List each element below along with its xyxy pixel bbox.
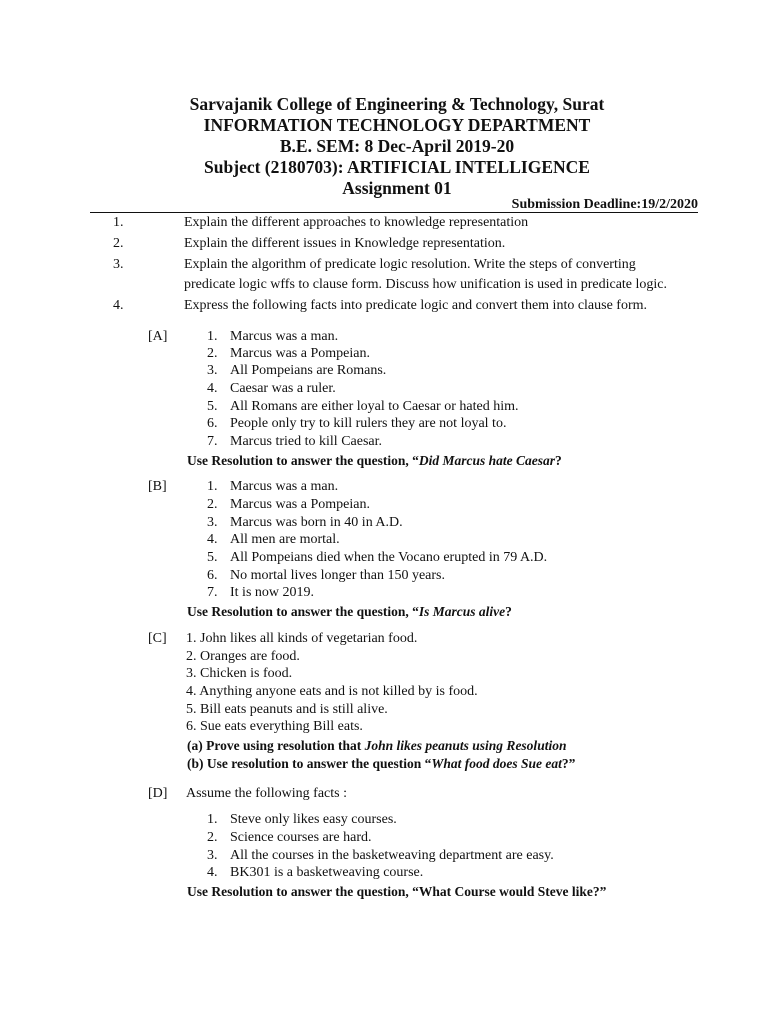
- question-emphasis: What food does Sue eat: [431, 756, 562, 771]
- item-number: 5.: [207, 399, 218, 414]
- question-prefix: Use Resolution to answer the question, “: [187, 604, 419, 619]
- section-intro: Assume the following facts :: [186, 786, 347, 801]
- section-label-b: [B]: [148, 479, 167, 494]
- item-number: 1.: [207, 329, 218, 344]
- item-text: Marcus tried to kill Caesar.: [230, 434, 383, 449]
- item-text: People only try to kill rulers they are not loyal to.: [230, 416, 507, 431]
- item-text: It is now 2019.: [230, 585, 314, 600]
- question-number: 2.: [113, 236, 124, 251]
- item-number: 4.: [207, 532, 218, 547]
- department-name: INFORMATION TECHNOLOGY DEPARTMENT: [203, 115, 591, 135]
- college-name: Sarvajanik College of Engineering & Technology, Surat: [189, 94, 605, 114]
- item-number: 2.: [207, 346, 218, 361]
- semester-info: B.E. SEM: 8 Dec-April 2019-20: [279, 136, 515, 156]
- list-item: 2. Oranges are food.: [186, 649, 300, 664]
- question-emphasis: Did Marcus hate Caesar: [418, 453, 556, 468]
- question-emphasis: John likes peanuts using Resolution: [364, 738, 567, 753]
- resolution-question-a: [187, 453, 562, 469]
- question-text-continued: predicate logic wffs to clause form. Discuss how unification is used in predicate logic.: [184, 277, 667, 292]
- submission-deadline: Submission Deadline:19/2/2020: [511, 197, 698, 212]
- list-item: 6. Sue eats everything Bill eats.: [186, 719, 363, 734]
- question-suffix: ?: [505, 604, 512, 619]
- question-prefix: (a) Prove using resolution that: [187, 738, 365, 753]
- question-number: 1.: [113, 215, 124, 230]
- item-text: All Romans are either loyal to Caesar or hated him.: [230, 399, 519, 414]
- question-prefix: (b) Use resolution to answer the question “: [187, 756, 432, 771]
- assignment-title: Assignment 01: [342, 178, 452, 198]
- item-text: Marcus was a Pompeian.: [230, 346, 370, 361]
- question-suffix: ?”: [561, 756, 576, 771]
- question-emphasis: Is Marcus alive: [418, 604, 506, 619]
- list-item: 5. Bill eats peanuts and is still alive.: [186, 702, 388, 717]
- item-text: All Pompeians died when the Vocano erupted in 79 A.D.: [230, 550, 548, 565]
- question-number: 3.: [113, 257, 124, 272]
- item-text: No mortal lives longer than 150 years.: [230, 568, 446, 583]
- question-prefix: Use Resolution to answer the question, “: [187, 453, 419, 468]
- question-text: Explain the different issues in Knowledge representation.: [184, 236, 506, 251]
- question-suffix: ?: [555, 453, 562, 468]
- item-text: Marcus was a man.: [230, 329, 339, 344]
- item-number: 4.: [207, 865, 218, 880]
- item-text: All the courses in the basketweaving department are easy.: [230, 848, 554, 863]
- resolution-question-b: [187, 604, 512, 620]
- item-number: 3.: [207, 848, 218, 863]
- subject-title: Subject (2180703): ARTIFICIAL INTELLIGENCE: [204, 157, 590, 177]
- item-number: 3.: [207, 515, 218, 530]
- question-number: 4.: [113, 298, 124, 313]
- item-text: All men are mortal.: [230, 532, 340, 547]
- item-number: 7.: [207, 585, 218, 600]
- resolution-question-c-a: [187, 738, 566, 754]
- section-label-c: [C]: [148, 631, 167, 646]
- item-number: 7.: [207, 434, 218, 449]
- item-number: 5.: [207, 550, 218, 565]
- item-text: Marcus was a Pompeian.: [230, 497, 370, 512]
- item-text: Marcus was a man.: [230, 479, 339, 494]
- item-text: Marcus was born in 40 in A.D.: [230, 515, 403, 530]
- item-text: BK301 is a basketweaving course.: [230, 865, 424, 880]
- section-label-d: [D]: [148, 786, 168, 801]
- resolution-question-d: Use Resolution to answer the question, “What Course would Steve like?”: [187, 884, 607, 899]
- header-divider: [90, 212, 698, 213]
- list-item: 3. Chicken is food.: [186, 666, 293, 681]
- item-text: Steve only likes easy courses.: [230, 812, 397, 827]
- resolution-question-c-b: [187, 756, 575, 772]
- item-number: 6.: [207, 568, 218, 583]
- question-text: Explain the different approaches to knowledge representation: [184, 215, 529, 230]
- item-text: Science courses are hard.: [230, 830, 372, 845]
- list-item: 1. John likes all kinds of vegetarian food.: [186, 631, 418, 646]
- item-number: 1.: [207, 479, 218, 494]
- item-text: All Pompeians are Romans.: [230, 363, 387, 378]
- item-number: 6.: [207, 416, 218, 431]
- question-text: Explain the algorithm of predicate logic resolution. Write the steps of converting: [184, 257, 636, 272]
- item-number: 3.: [207, 363, 218, 378]
- question-text: Express the following facts into predicate logic and convert them into clause form.: [184, 298, 648, 313]
- item-number: 1.: [207, 812, 218, 827]
- item-number: 2.: [207, 830, 218, 845]
- list-item: 4. Anything anyone eats and is not killed by is food.: [186, 684, 478, 699]
- item-number: 4.: [207, 381, 218, 396]
- section-label-a: [A]: [148, 329, 168, 344]
- item-text: Caesar was a ruler.: [230, 381, 336, 396]
- item-number: 2.: [207, 497, 218, 512]
